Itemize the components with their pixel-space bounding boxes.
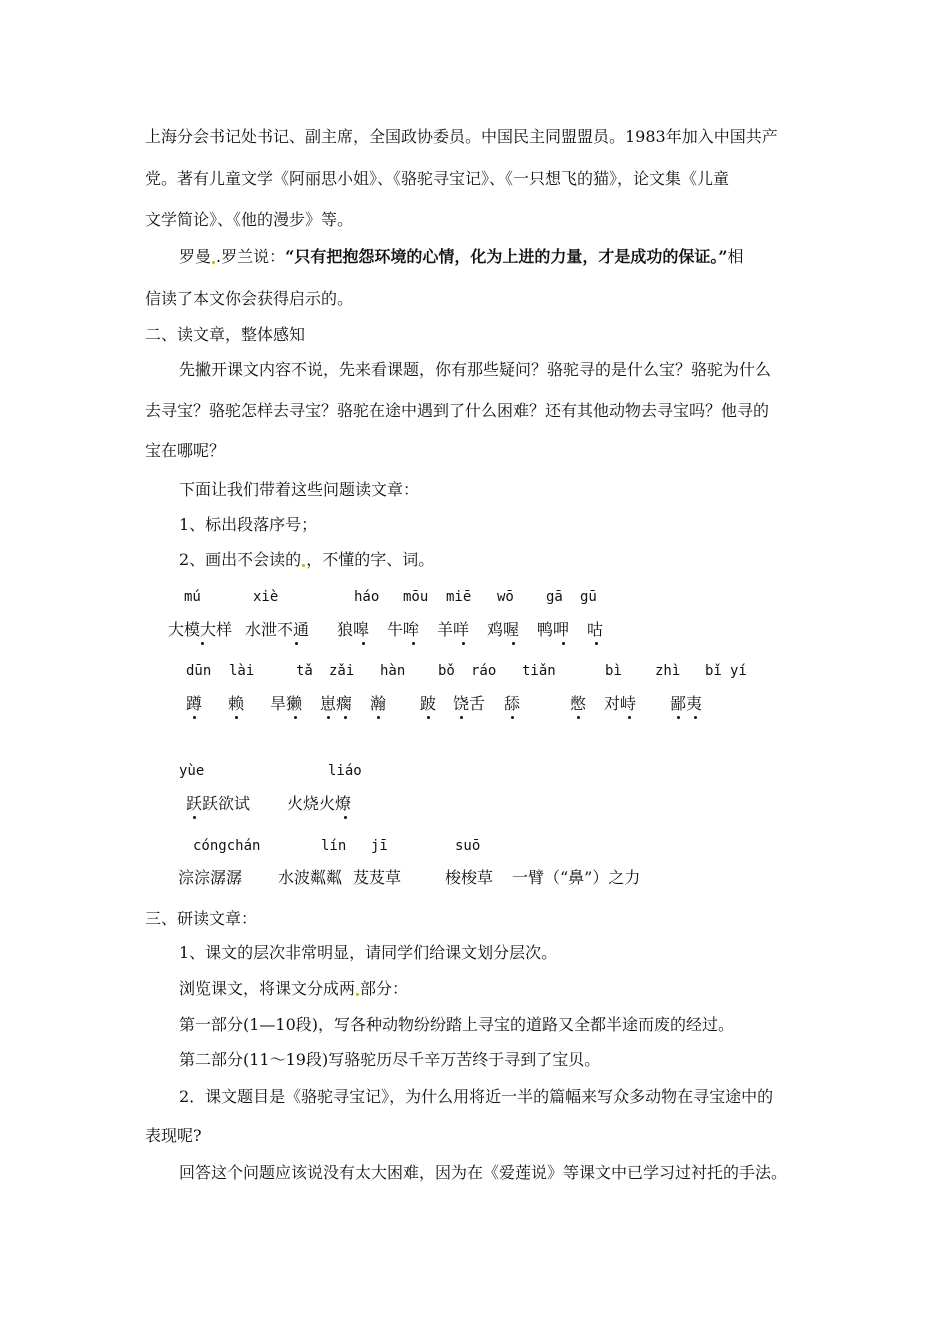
section3-part2: 第二部分(11～19段)写骆驼历尽千辛万苦终于寻到了宝贝。 <box>179 1050 601 1069</box>
pinyin: lín <box>321 838 347 854</box>
pinyin: miē <box>446 589 472 605</box>
section3-answer: 回答这个问题应该说没有太大困难，因为在《爱莲说》等课文中已学习过衬托的手法。 <box>179 1163 788 1182</box>
pinyin: tiǎn <box>522 663 556 679</box>
emphasis-dot <box>201 642 204 645</box>
emphasis-dot <box>694 716 697 719</box>
pinyin: cóngchán <box>193 838 261 854</box>
section2-heading: 二、读文章，整体感知 <box>145 325 306 344</box>
pinyin: bǐ <box>705 663 722 679</box>
pinyin: zǎi <box>329 663 355 679</box>
section3-part1: 第一部分(1—10段)，写各种动物纷纷踏上寻宝的道路又全都半途而废的经过。 <box>179 1015 735 1034</box>
emphasis-dot <box>193 816 196 819</box>
emphasis-dot <box>460 716 463 719</box>
emphasis-dot <box>377 716 380 719</box>
vocab-word: 大模大样 <box>168 620 233 639</box>
quote-continuation: 信读了本文你会获得启示的。 <box>145 289 354 308</box>
pinyin: xiè <box>253 589 279 605</box>
vocab-word: 火烧火燎 <box>287 794 352 813</box>
emphasis-dot <box>677 716 680 719</box>
vocab-word: 羊咩 <box>437 620 470 639</box>
pinyin: yí <box>730 663 747 679</box>
section3-q1: 1、课文的层次非常明显，请同学们给课文划分层次。 <box>179 943 558 962</box>
intro-line-3: 文学简论》、《他的漫步》等。 <box>145 210 354 229</box>
section2-step-2 <box>179 550 434 570</box>
quote-lead-name: 罗曼 <box>179 247 212 266</box>
step2-text-b: ，不懂的字、词。 <box>306 550 435 569</box>
yellow-dot-mark <box>302 564 305 567</box>
step2-text-a: 2、画出不会读的 <box>179 550 302 569</box>
section3-browse <box>179 979 408 999</box>
section3-q2-line-2: 表现呢? <box>145 1126 202 1145</box>
pinyin: hàn <box>380 663 406 679</box>
section3-q2-line-1: 2．课文题目是《骆驼寻宝记》，为什么用将近一半的篇幅来写众多动物在寻宝途中的 <box>179 1087 774 1106</box>
vocab-word: 饶舌 <box>453 694 486 713</box>
emphasis-dot <box>344 816 347 819</box>
emphasis-dot <box>362 642 365 645</box>
vocab-word: 赖 <box>228 694 245 713</box>
pinyin: mōu <box>403 589 429 605</box>
browse-text-b: 部分： <box>360 979 409 998</box>
emphasis-dot <box>193 716 196 719</box>
quote-bold-text: “只有把抱怨环境的心情，化为上进的力量，才是成功的保证。” <box>285 247 728 266</box>
intro-line-2: 党。著有儿童文学《阿丽思小姐》、《骆驼寻宝记》、《一只想飞的猫》，论文集《儿童 <box>145 169 730 188</box>
vocab-word: 蹲 <box>186 694 203 713</box>
pinyin: zhì <box>655 663 681 679</box>
vocab-word: 对峙 <box>604 694 637 713</box>
quote-line <box>179 247 744 267</box>
yellow-dot-mark <box>212 261 215 264</box>
yellow-dot-mark <box>356 993 359 996</box>
section3-heading: 三、研读文章： <box>145 909 258 928</box>
pinyin: mú <box>184 589 201 605</box>
section2-step-1: 1、标出段落序号； <box>179 515 318 534</box>
pinyin: bì <box>605 663 622 679</box>
vocab-word: 一臂（“鼻”）之力 <box>512 868 641 887</box>
pinyin: suō <box>455 838 481 854</box>
section2-para-line-3: 宝在哪呢？ <box>145 441 226 460</box>
vocab-word: 水泄不通 <box>245 620 310 639</box>
vocab-word: 瀚 <box>370 694 387 713</box>
pinyin: yùe <box>179 763 205 779</box>
vocab-word: 憋 <box>570 694 587 713</box>
quote-tail: 相 <box>727 247 744 266</box>
pinyin: háo <box>354 589 380 605</box>
quote-lead-said: .罗兰说： <box>216 247 286 266</box>
emphasis-dot <box>235 716 238 719</box>
pinyin: lài <box>229 663 255 679</box>
emphasis-dot <box>577 716 580 719</box>
vocab-word: 跃跃欲试 <box>186 794 251 813</box>
pinyin: wō <box>497 589 514 605</box>
vocab-word: 牛哞 <box>387 620 420 639</box>
vocab-word: 鸡喔 <box>487 620 520 639</box>
vocab-word: 崽瘸 <box>320 694 353 713</box>
section2-para-line-1: 先撇开课文内容不说，先来看课题，你有那些疑问？骆驼寻的是什么宝？骆驼为什么 <box>179 360 772 379</box>
pinyin: ráo <box>471 663 497 679</box>
vocab-word: 芨芨草 <box>353 868 402 887</box>
vocab-word: 旱獭 <box>270 694 303 713</box>
vocab-word: 水波粼粼 <box>278 868 343 887</box>
vocab-word: 舔 <box>504 694 521 713</box>
emphasis-dot <box>562 642 565 645</box>
emphasis-dot <box>511 716 514 719</box>
browse-text-a: 浏览课文，将课文分成两 <box>179 979 356 998</box>
intro-line-1: 上海分会书记处书记、副主席，全国政协委员。中国民主同盟盟员。1983年加入中国共产 <box>145 127 778 146</box>
emphasis-dot <box>327 716 330 719</box>
emphasis-dot <box>628 716 631 719</box>
pinyin: gū <box>580 589 597 605</box>
pinyin: dūn <box>186 663 212 679</box>
emphasis-dot <box>412 642 415 645</box>
emphasis-dot <box>512 642 515 645</box>
section2-para-line-2: 去寻宝？骆驼怎样去寻宝？骆驼在途中遇到了什么困难？还有其他动物去寻宝吗？他寻的 <box>145 401 770 420</box>
pinyin: liáo <box>328 763 362 779</box>
pinyin: jī <box>371 838 388 854</box>
vocab-word: 梭梭草 <box>445 868 494 887</box>
vocab-word: 淙淙潺潺 <box>178 868 243 887</box>
emphasis-dot <box>595 642 598 645</box>
vocab-word: 鸭呷 <box>537 620 570 639</box>
emphasis-dot <box>294 716 297 719</box>
emphasis-dot <box>295 642 298 645</box>
vocab-word: 跛 <box>420 694 437 713</box>
vocab-word: 狼嗥 <box>337 620 370 639</box>
pinyin: tǎ <box>296 663 313 679</box>
emphasis-dot <box>344 716 347 719</box>
pinyin: gā <box>546 589 563 605</box>
vocab-word: 咕 <box>587 620 604 639</box>
section2-lead: 下面让我们带着这些问题读文章： <box>179 480 420 499</box>
pinyin: bǒ <box>438 663 455 679</box>
vocab-word: 鄙夷 <box>670 694 703 713</box>
emphasis-dot <box>427 716 430 719</box>
emphasis-dot <box>462 642 465 645</box>
